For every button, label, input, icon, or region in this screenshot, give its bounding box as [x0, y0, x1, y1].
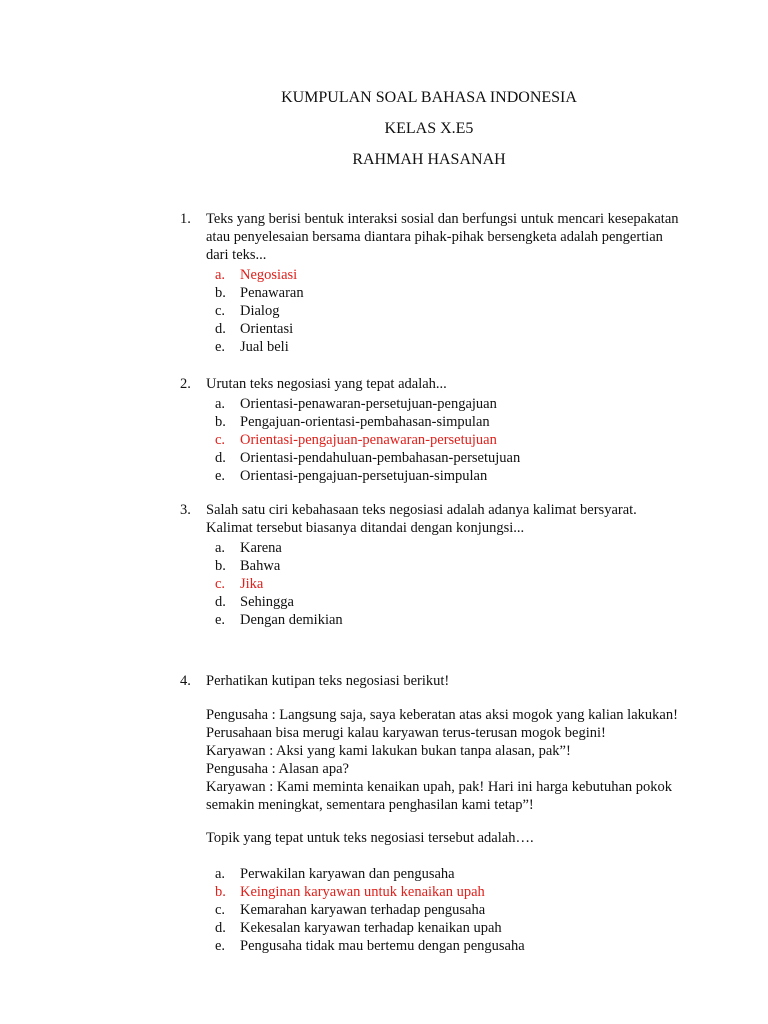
dialog-line: Karyawan : Aksi yang kami lakukan bukan tanpa alasan, pak”!: [206, 743, 571, 759]
answer-options: [180, 539, 720, 629]
option-letter: c.: [215, 902, 226, 918]
option-text: Sehingga: [240, 594, 294, 610]
question-3: [180, 501, 720, 629]
option-text: Orientasi-pengajuan-persetujuan-simpulan: [240, 468, 488, 484]
option-text: Dialog: [240, 303, 280, 319]
option-letter: e.: [215, 468, 226, 484]
document-title: KUMPULAN SOAL BAHASA INDONESIA: [281, 89, 577, 106]
answer-option-a: [180, 266, 720, 284]
option-text: Orientasi-pendahuluan-pembahasan-persetujuan: [240, 450, 521, 466]
option-text: Orientasi-pengajuan-penawaran-persetujuan: [240, 432, 497, 448]
answer-option-d: [180, 320, 720, 338]
answer-option-a: [180, 539, 720, 557]
answer-option-e: [180, 611, 720, 629]
question-line: Salah satu ciri kebahasaan teks negosiasi adalah adanya kalimat bersyarat.: [206, 502, 637, 518]
question-prompt: Topik yang tepat untuk teks negosiasi tersebut adalah….: [206, 830, 534, 846]
dialog-line: Perusahaan bisa merugi kalau karyawan terus-terusan mogok begini!: [206, 725, 606, 741]
answer-option-b: [180, 557, 720, 575]
option-text: Dengan demikian: [240, 612, 343, 628]
question-line: atau penyelesaian bersama diantara pihak-pihak bersengketa adalah pengertian: [206, 229, 663, 245]
answer-option-d: [180, 919, 720, 937]
dialog-line: semakin meningkat, sementara penghasilan kami tetap”!: [206, 797, 534, 813]
question-text: [206, 501, 720, 537]
option-text: Kekesalan karyawan terhadap kenaikan upah: [240, 920, 502, 936]
answer-option-c: [180, 901, 720, 919]
option-text: Orientasi-penawaran-persetujuan-pengajuan: [240, 396, 497, 412]
answer-option-c: [180, 431, 720, 449]
option-letter: e.: [215, 938, 226, 954]
answer-option-a: [180, 395, 720, 413]
option-text: Karena: [240, 540, 282, 556]
option-letter: c.: [215, 432, 226, 448]
option-letter: b.: [215, 414, 226, 430]
option-letter: d.: [215, 594, 226, 610]
question-line: Kalimat tersebut biasanya ditandai dengan konjungsi...: [206, 520, 525, 536]
question-text: [206, 672, 720, 847]
option-letter: d.: [215, 321, 226, 337]
document-class: KELAS X.E5: [384, 120, 474, 137]
answer-option-c: [180, 302, 720, 320]
option-letter: c.: [215, 576, 226, 592]
answer-option-d: [180, 593, 720, 611]
answer-option-b: [180, 413, 720, 431]
option-letter: d.: [215, 450, 226, 466]
option-letter: e.: [215, 612, 226, 628]
option-text: Negosiasi: [240, 267, 298, 283]
question-line: dari teks...: [206, 247, 267, 263]
answer-option-c: [180, 575, 720, 593]
option-letter: e.: [215, 339, 226, 355]
answer-option-d: [180, 449, 720, 467]
answer-option-b: [180, 883, 720, 901]
question-2: [180, 375, 720, 485]
question-1: [180, 210, 720, 356]
question-4: [180, 672, 720, 955]
question-line: Urutan teks negosiasi yang tepat adalah...: [206, 376, 447, 392]
option-text: Pengusaha tidak mau bertemu dengan pengusaha: [240, 938, 525, 954]
dialog-line: Pengusaha : Alasan apa?: [206, 761, 349, 777]
option-text: Jika: [240, 576, 264, 592]
dialog-excerpt: [206, 706, 720, 814]
question-text: [206, 210, 720, 264]
question-number: 2.: [180, 376, 191, 392]
question-line: Perhatikan kutipan teks negosiasi berikut!: [206, 673, 450, 689]
document-author: RAHMAH HASANAH: [352, 151, 506, 168]
option-letter: a.: [215, 540, 226, 556]
question-number: 1.: [180, 211, 191, 227]
option-text: Penawaran: [240, 285, 304, 301]
answer-options: [180, 266, 720, 356]
option-letter: d.: [215, 920, 226, 936]
option-letter: a.: [215, 267, 226, 283]
option-text: Orientasi: [240, 321, 294, 337]
dialog-line: Pengusaha : Langsung saja, saya keberatan atas aksi mogok yang kalian lakukan!: [206, 707, 678, 723]
answer-option-b: [180, 284, 720, 302]
question-text: [206, 375, 720, 393]
answer-options: [180, 865, 720, 955]
option-text: Keinginan karyawan untuk kenaikan upah: [240, 884, 485, 900]
answer-option-e: [180, 338, 720, 356]
answer-option-e: [180, 467, 720, 485]
answer-option-e: [180, 937, 720, 955]
option-letter: b.: [215, 285, 226, 301]
option-letter: b.: [215, 558, 226, 574]
option-letter: c.: [215, 303, 226, 319]
answer-options: [180, 395, 720, 485]
question-number: 4.: [180, 673, 191, 689]
option-text: Kemarahan karyawan terhadap pengusaha: [240, 902, 486, 918]
option-letter: a.: [215, 866, 226, 882]
dialog-line: Karyawan : Kami meminta kenaikan upah, pak! Hari ini harga kebutuhan pokok: [206, 779, 673, 795]
answer-option-a: [180, 865, 720, 883]
question-line: Teks yang berisi bentuk interaksi sosial dan berfungsi untuk mencari kesepakatan: [206, 211, 679, 227]
option-text: Jual beli: [240, 339, 289, 355]
question-number: 3.: [180, 502, 191, 518]
option-text: Bahwa: [240, 558, 281, 574]
option-letter: b.: [215, 884, 226, 900]
option-text: Pengajuan-orientasi-pembahasan-simpulan: [240, 414, 490, 430]
option-text: Perwakilan karyawan dan pengusaha: [240, 866, 455, 882]
option-letter: a.: [215, 396, 226, 412]
